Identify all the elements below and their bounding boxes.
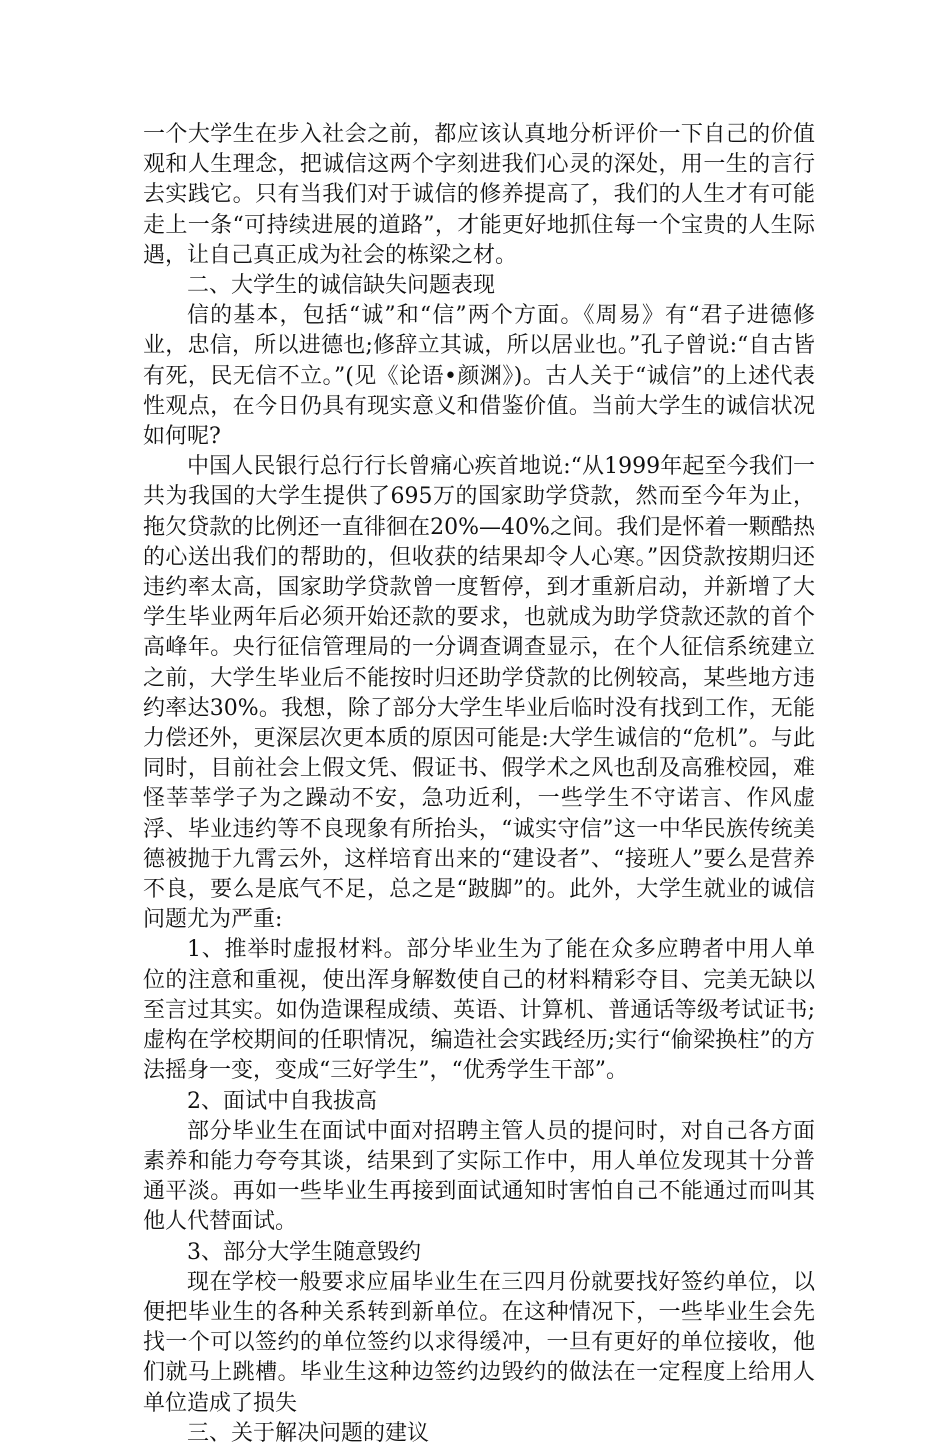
section-heading-3: 三、关于解决问题的建议 <box>187 1420 430 1446</box>
list-item-1-false-materials: 1、推举时虚报材料。部分毕业生为了能在众多应聘者中用人单位的注意和重视，使出浑身解数使自己的材料精彩夺目、完美无缺以至言过其实。如伪造课程成绩、英语、计算机、普通话等级考试证书;虚构在学校期间的任职情况，编造社会实践经历;实行“偷梁换柱”的方法摇身一变，变成“三好学生”，“优秀学生干部”。 <box>143 937 815 1084</box>
paragraph-credit-basics: 信的基本，包括“诚”和“信”两个方面。《周易》有“君子进德修业，忠信，所以进德也;修辞立其诚，所以居业也。”孔子曾说:“自古皆有死，民无信不立。”(见《论语•颜渊》)。古人关于“诚信”的上述代表性观点，在今日仍具有现实意义和借鉴价值。当前大学生的诚信状况如何呢? <box>143 303 815 450</box>
document-body <box>143 120 815 1449</box>
paragraph-intro: 一个大学生在步入社会之前，都应该认真地分析评价一下自己的价值观和人生理念，把诚信这两个字刻进我们心灵的深处，用一生的言行去实践它。只有当我们对于诚信的修养提高了，我们的人生才有可能走上一条“可持续进展的道路”，才能更好地抓住每一个宝贵的人生际遇，让自己真正成为社会的栋梁之材。 <box>143 122 815 268</box>
paragraph-student-loans: 中国人民银行总行行长曾痛心疾首地说:“从1999年起至今我们一共为我国的大学生提供了695万的国家助学贷款，然而至今年为止，拖欠贷款的比例还一直徘徊在20%—40%之间。我们是怀着一颗酷热的心送出我们的帮助的，但收获的结果却令人心寒。”因贷款按期归还违约率太高，国家助学贷款曾一度暂停，到才重新启动，并新增了大学生毕业两年后必须开始还款的要求，也就成为助学贷款还款的首个高峰年。央行征信管理局的一分调查调查显示，在个人征信系统建立之前，大学生毕业后不能按时归还助学贷款的比例较高，某些地方违约率达30%。我想，除了部分大学生毕业后临时没有找到工作，无能力偿还外，更深层次更本质的原因可能是:大学生诚信的“危机”。与此同时，目前社会上假文凭、假证书、假学术之风也刮及高雅校园，难怪莘莘学子为之躁动不安，急功近利，一些学生不守诺言、作风虚浮、毕业违约等不良现象有所抬头，“诚实守信”这一中华民族传统美德被抛于九霄云外，这样培育出来的“建设者”、“接班人”要么是营养不良，要么是底气不足，总之是“跛脚”的。此外，大学生就业的诚信问题尤为严重: <box>143 454 815 933</box>
section-heading-2: 二、大学生的诚信缺失问题表现 <box>187 273 496 299</box>
list-item-3-heading: 3、部分大学生随意毁约 <box>187 1239 421 1265</box>
paragraph-breach-contract: 现在学校一般要求应届毕业生在三四月份就要找好签约单位，以便把毕业生的各种关系转到新单位。在这种情况下，一些毕业生会先找一个可以签约的单位签约以求得缓冲，一旦有更好的单位接收，他们就马上跳槽。毕业生这种边签约边毁约的做法在一定程度上给用人单位造成了损失 <box>143 1269 815 1416</box>
list-item-2-heading: 2、面试中自我拔高 <box>187 1088 377 1114</box>
paragraph-interview: 部分毕业生在面试中面对招聘主管人员的提问时，对自己各方面素养和能力夸夸其谈，结果到了实际工作中，用人单位发现其十分普通平淡。再如一些毕业生再接到面试通知时害怕自己不能通过而叫其他人代替面试。 <box>143 1118 815 1235</box>
